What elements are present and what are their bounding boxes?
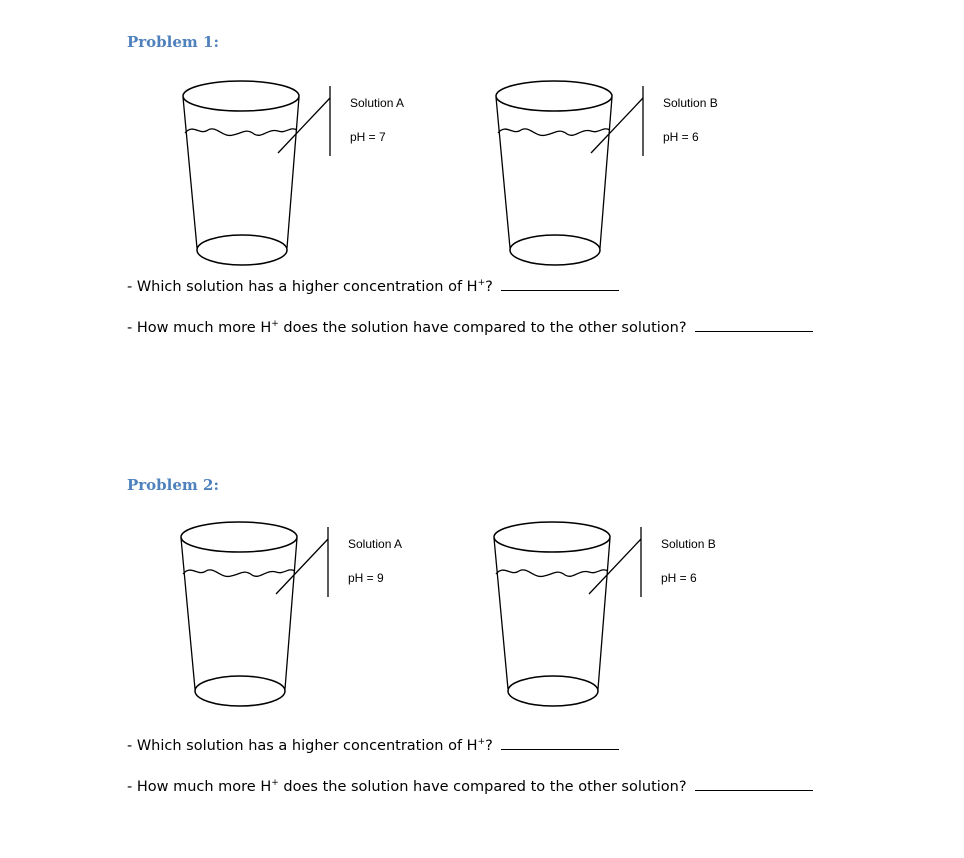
- question-how-much-more: - How much more H+ does the solution have compared to the other solution?: [127, 776, 813, 795]
- problem-2-heading: Problem 2:: [127, 476, 219, 494]
- problem-1-heading: Problem 1:: [127, 33, 219, 51]
- solution-b-ph: pH = 6: [663, 130, 699, 144]
- solution-b-label: Solution B: [663, 96, 718, 110]
- beaker-icon: [176, 519, 336, 714]
- answer-blank[interactable]: [695, 317, 813, 332]
- question-how-much-more: - How much more H+ does the solution have compared to the other solution?: [127, 317, 813, 336]
- solution-a-ph: pH = 9: [348, 571, 384, 585]
- solution-b-label: Solution B: [661, 537, 716, 551]
- answer-blank[interactable]: [695, 776, 813, 791]
- solution-a-label: Solution A: [350, 96, 405, 110]
- solution-a-label: Solution A: [348, 537, 403, 551]
- beaker-icon: [491, 78, 651, 273]
- beaker-icon: [178, 78, 338, 273]
- question-higher-concentration: - Which solution has a higher concentration of H+?: [127, 276, 619, 295]
- solution-b-ph: pH = 6: [661, 571, 697, 585]
- solution-a-ph: pH = 7: [350, 130, 386, 144]
- answer-blank[interactable]: [501, 276, 619, 291]
- beaker-icon: [489, 519, 649, 714]
- question-higher-concentration: - Which solution has a higher concentration of H+?: [127, 735, 619, 754]
- answer-blank[interactable]: [501, 735, 619, 750]
